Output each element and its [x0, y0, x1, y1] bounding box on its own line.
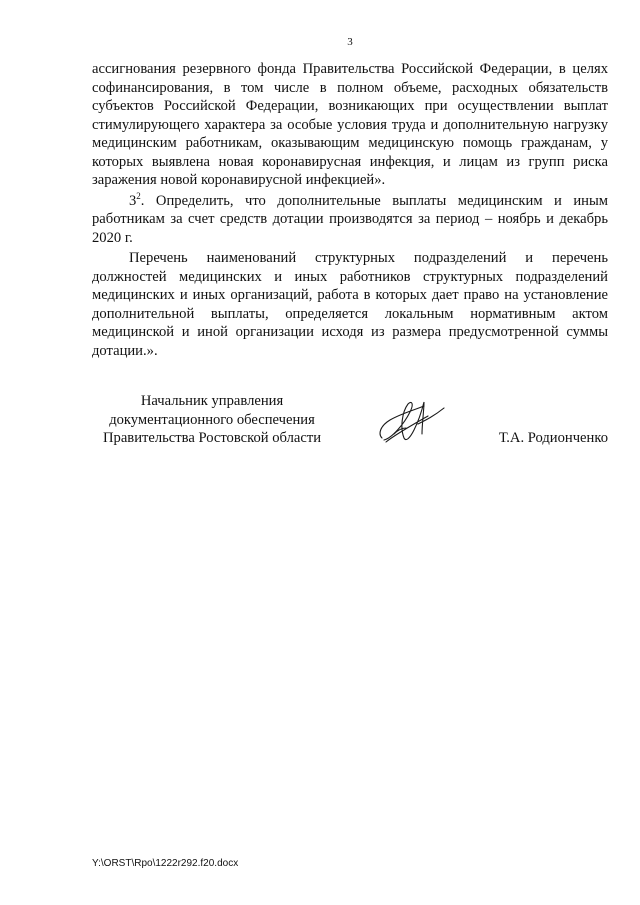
- paragraph-additional-payments: [92, 192, 608, 248]
- signer-name: Т.А. Родионченко: [498, 430, 608, 446]
- paragraph-appropriations: ассигнования резервного фонда Правительства Российской Федерации, в целях софинансирования, в том числе в полном объеме, расходных обязательств субъектов Российской Федерации, возникающих при осуществлении выплат стимулирующего характера за особые условия труда и дополнительную нагрузку медицинским работникам, оказывающим медицинскую помощь гражданам, у которых выявлена новая коронавирусная инфекция, и лицам из групп риска заражения новой коронавирусной инфекцией».: [92, 61, 608, 188]
- signature-block: [92, 392, 608, 452]
- document-body: [92, 60, 608, 360]
- page-number: 3: [347, 36, 353, 48]
- paragraph-text: . Определить, что дополнительные выплаты медицинским и иным работникам за счет средств дотации производятся за период – ноябрь и декабрь 2020 г.: [92, 192, 608, 246]
- signer-position-line-2: документационного обеспечения: [109, 411, 315, 428]
- signer-position-line-1: Начальник управления: [140, 393, 284, 409]
- paragraph-list-of-units: Перечень наименований структурных подразделений и перечень должностей медицинских и иных работников структурных подразделений медицинских и иных организаций, работа в которых дает право на установление дополнительной выплаты, определяется локальным нормативным актом медицинской и иной организации исходя из размера предусмотренной суммы дотации.».: [92, 250, 608, 359]
- paragraph-number: 3: [129, 192, 137, 209]
- handwritten-signature: [374, 394, 454, 452]
- signer-position-line-3: Правительства Ростовской области: [102, 430, 322, 446]
- footer-file-path: Y:\ORST\Rpo\1222r292.f20.docx: [92, 858, 239, 869]
- paragraph-number-superscript: 2: [136, 190, 141, 201]
- signer-position: [92, 392, 332, 448]
